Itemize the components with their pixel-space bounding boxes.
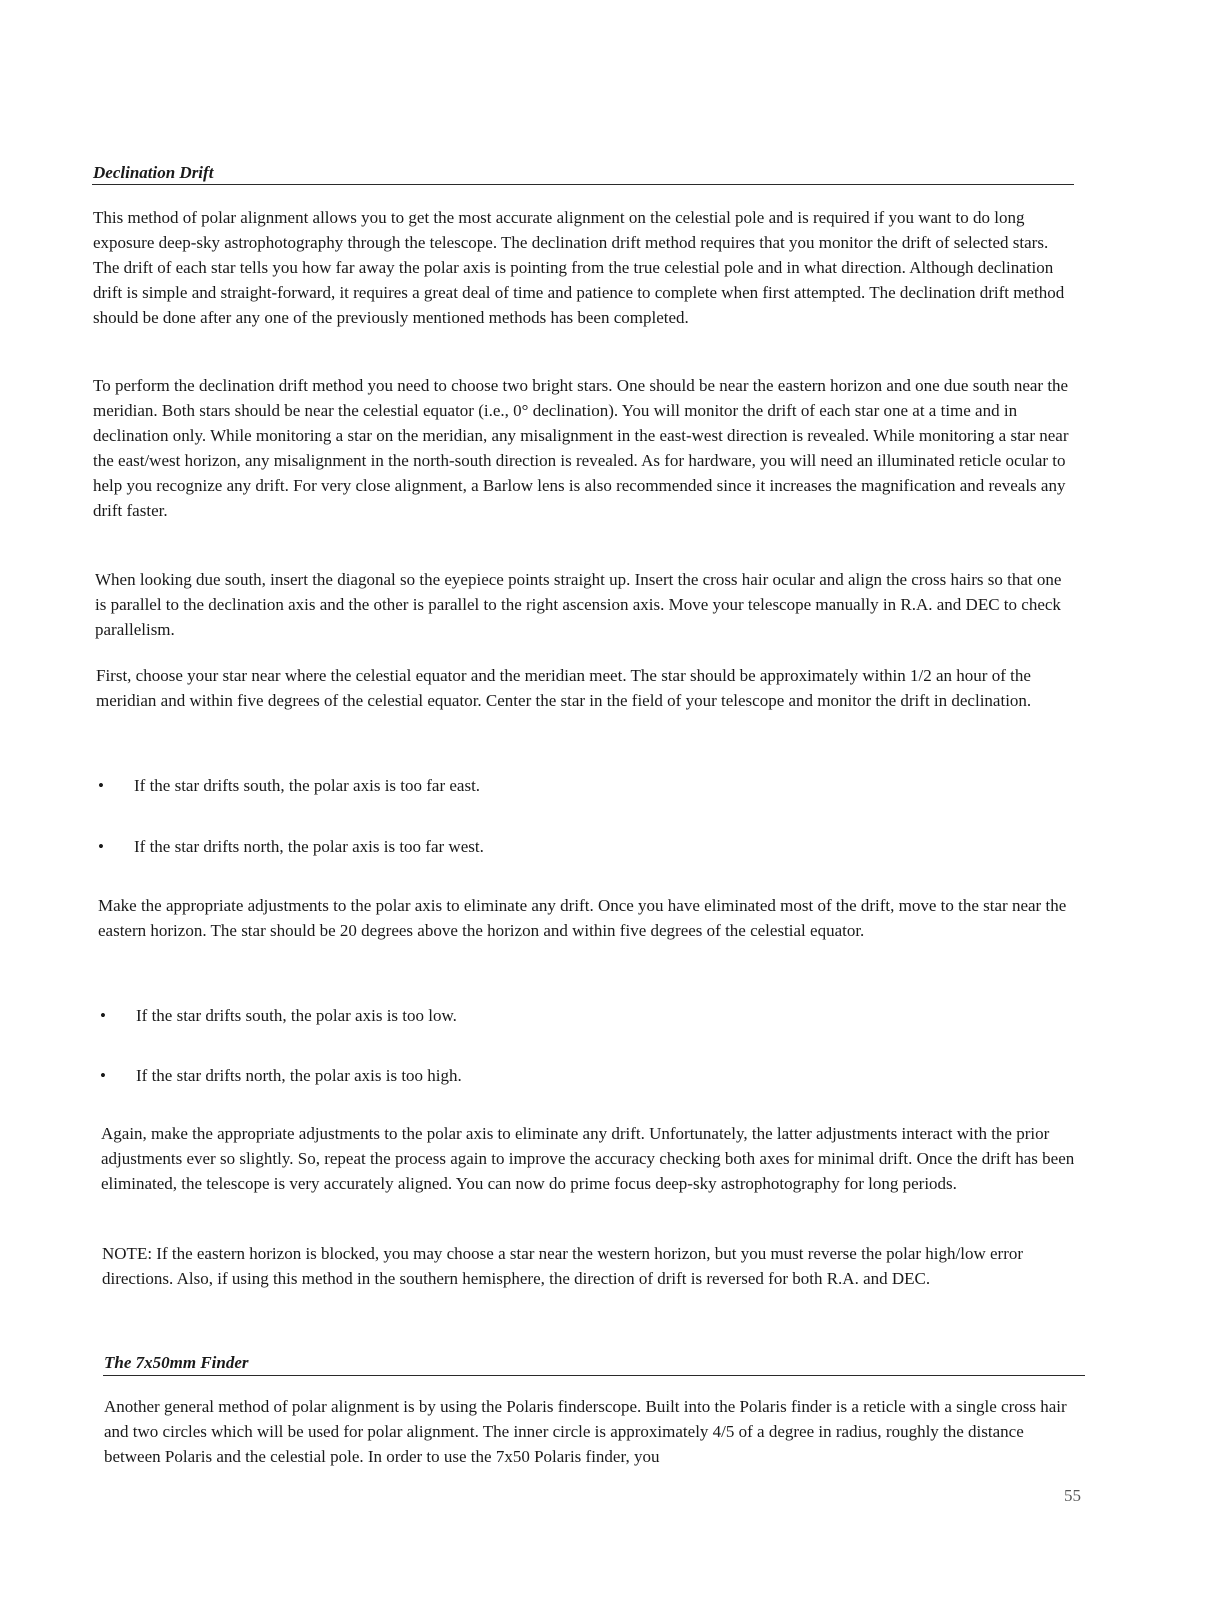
- paragraph-choose-stars: To perform the declination drift method you need to choose two bright stars. One should be near the eastern horizon and one due south near the meridian. Both stars should be near the celestial equator (i.e., 0° declination). You will monitor the drift of each star one at a time and in declination only. While monitoring a star on the meridian, any misalignment in the east-west direction is revealed. While monitoring a star near the east/west horizon, any misalignment in the north-south direction is revealed. As for hardware, you will need an illuminated reticle ocular to help you recognize any drift. For very close alignment, a Barlow lens is also recommended since it increases the magnification and reveals any drift faster.: [93, 376, 1069, 520]
- heading-rule: [103, 1375, 1085, 1376]
- list-item: • If the star drifts south, the polar axis is too low.: [100, 1003, 1000, 1028]
- page-number: 55: [1064, 1486, 1081, 1505]
- note-paragraph: NOTE: If the eastern horizon is blocked, you may choose a star near the western horizon, but you must reverse the polar high/low error directions. Also, if using this method in the southern hemisphere, the direction of drift is reversed for both R.A. and DEC.: [102, 1244, 1024, 1288]
- bullet-icon: •: [98, 776, 104, 795]
- paragraph-polaris-finder: Another general method of polar alignment is by using the Polaris finderscope. Built into the Polaris finder is a reticle with a single cross hair and two circles which will be used for polar alignment. The inner circle is approximately 4/5 of a degree in radius, roughly the distance between Polaris and the celestial pole. In order to use the 7x50 Polaris finder, you: [104, 1397, 1067, 1466]
- list-item: • If the star drifts north, the polar axis is too far west.: [98, 834, 998, 859]
- paragraph-diagonal-setup: When looking due south, insert the diagonal so the eyepiece points straight up. Insert the cross hair ocular and align the cross hairs so that one is parallel to the declination axis and the other is parallel to the right ascension axis. Move your telescope manually in R.A. and DEC to check parallelism.: [95, 570, 1062, 639]
- paragraph-intro: This method of polar alignment allows you to get the most accurate alignment on the celestial pole and is required if you want to do long exposure deep-sky astrophotography through the telescope. The declination drift method requires that you monitor the drift of selected stars. The drift of each star tells you how far away the polar axis is pointing from the true celestial pole and in what direction. Although declination drift is simple and straight-forward, it requires a great deal of time and patience to complete when first attempted. The declination drift method should be done after any one of the previously mentioned methods has been completed.: [93, 208, 1065, 327]
- bullet-icon: •: [100, 1066, 106, 1085]
- bullet-icon: •: [100, 1006, 106, 1025]
- list-item: • If the star drifts south, the polar axis is too far east.: [98, 773, 998, 798]
- paragraph-eastern-star: Make the appropriate adjustments to the polar axis to eliminate any drift. Once you have eliminated most of the drift, move to the star near the eastern horizon. The star should be 20 degrees above the horizon and within five degrees of the celestial equator.: [98, 896, 1067, 940]
- bullet-icon: •: [98, 837, 104, 856]
- heading-rule: [92, 184, 1074, 185]
- paragraph-repeat-process: Again, make the appropriate adjustments to the polar axis to eliminate any drift. Unfortunately, the latter adjustments interact with the prior adjustments ever so slightly. So, repeat the process again to improve the accuracy checking both axes for minimal drift. Once the drift has been eliminated, the telescope is very accurately aligned. You can now do prime focus deep-sky astrophotography for long periods.: [101, 1124, 1075, 1193]
- section-heading-7x50mm-finder: The 7x50mm Finder: [104, 1353, 249, 1372]
- list-item: • If the star drifts north, the polar axis is too high.: [100, 1063, 1000, 1088]
- paragraph-meridian-star: First, choose your star near where the celestial equator and the meridian meet. The star should be approximately within 1/2 an hour of the meridian and within five degrees of the celestial equator. Center the star in the field of your telescope and monitor the drift in declination.: [96, 666, 1032, 710]
- section-heading-declination-drift: Declination Drift: [93, 163, 214, 182]
